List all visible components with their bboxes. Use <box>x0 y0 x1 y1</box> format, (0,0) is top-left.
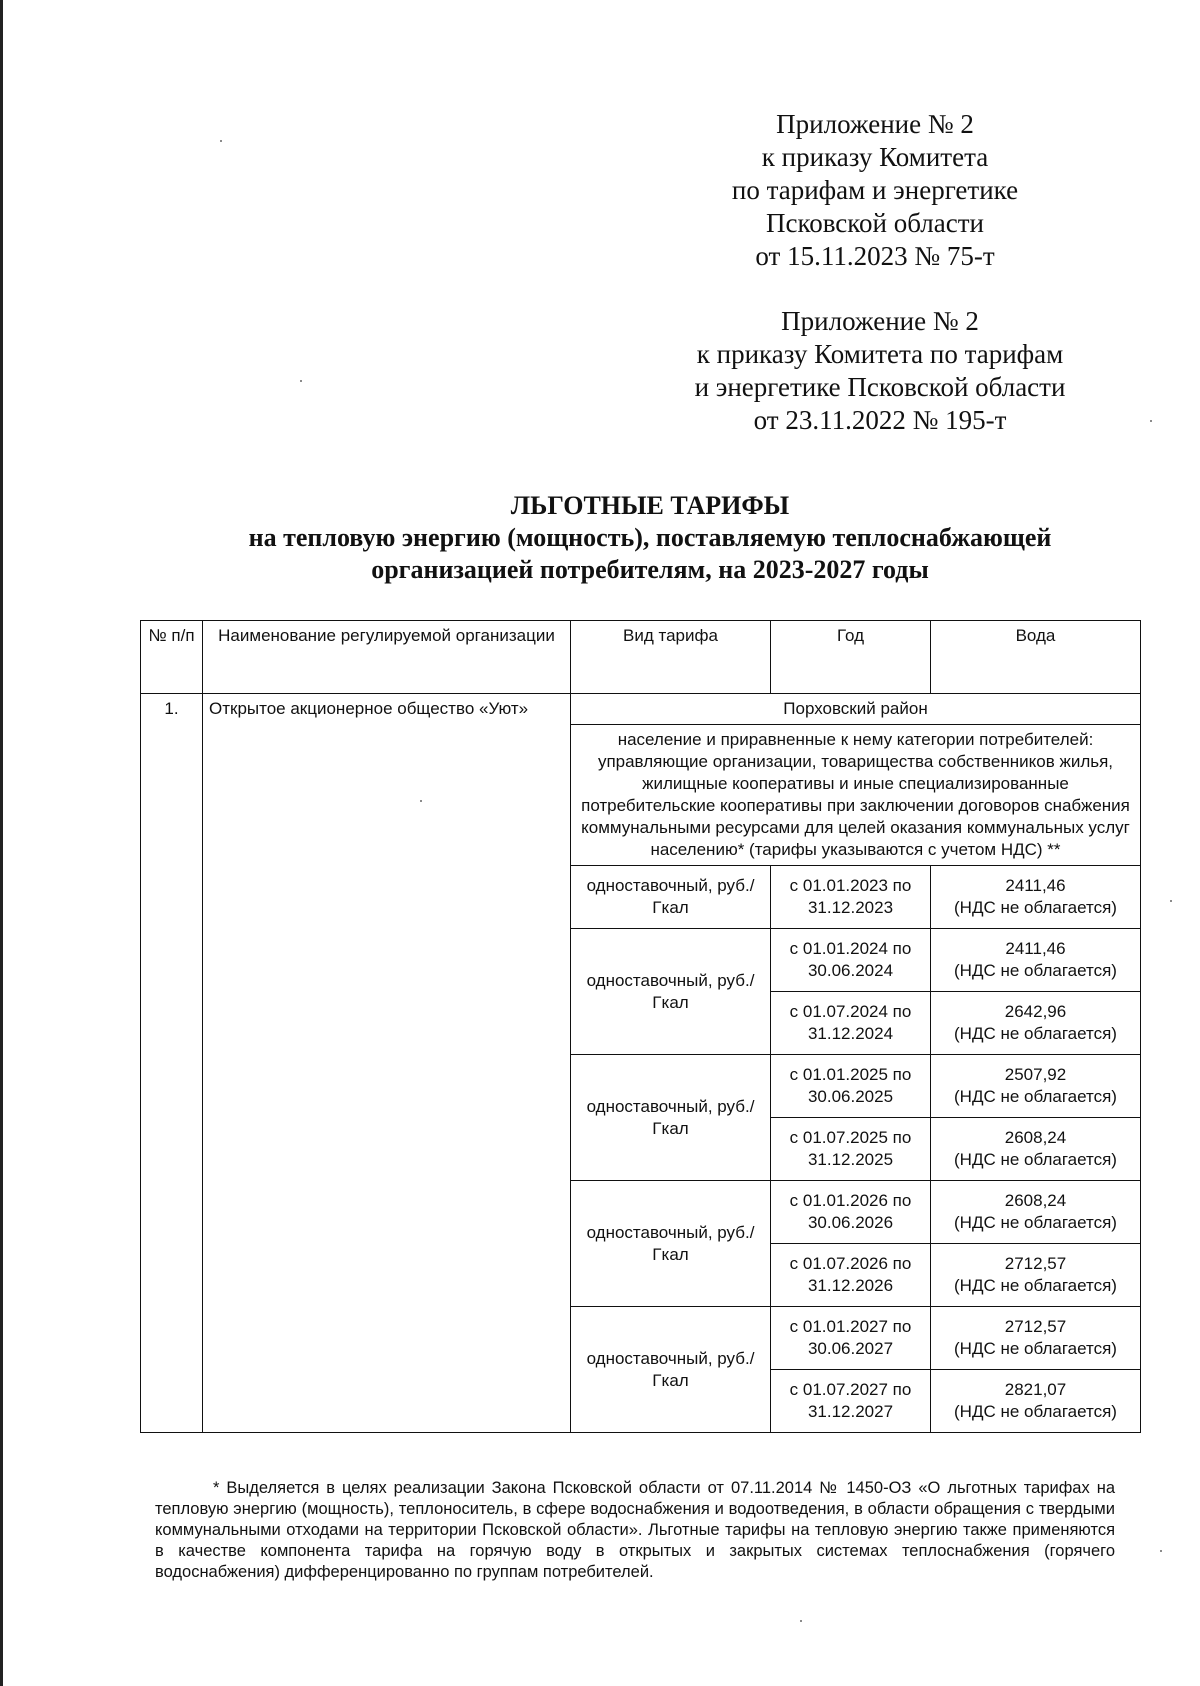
value-cell <box>931 992 1141 1055</box>
scan-speck <box>1150 420 1152 422</box>
tariff-type-cell: одноставочный, руб./Гкал <box>571 929 771 1055</box>
organization-name: Открытое акционерное общество «Уют» <box>203 694 571 1433</box>
tariff-value: 2712,57 <box>1004 1317 1067 1336</box>
appendix-line: к приказу Комитета <box>761 142 989 172</box>
value-cell <box>931 866 1141 929</box>
value-cell <box>931 1244 1141 1307</box>
table-header-row <box>141 621 1141 694</box>
value-cell <box>931 929 1141 992</box>
value-cell <box>931 1118 1141 1181</box>
scan-speck <box>800 1620 802 1622</box>
appendix-line: по тарифам и энергетике <box>731 175 1019 205</box>
period-cell: с 01.07.2026 по 31.12.2026 <box>771 1244 931 1307</box>
tariff-type-cell: одноставочный, руб./Гкал <box>571 1055 771 1181</box>
row-number: 1. <box>141 694 203 1433</box>
tariff-type-cell: одноставочный, руб./Гкал <box>571 1307 771 1433</box>
vat-note: (НДС не облагается) <box>954 1150 1117 1169</box>
vat-note: (НДС не облагается) <box>954 1087 1117 1106</box>
vat-note: (НДС не облагается) <box>954 1339 1117 1358</box>
vat-note: (НДС не облагается) <box>954 1024 1117 1043</box>
vat-note: (НДС не облагается) <box>954 1213 1117 1232</box>
tariff-type-cell: одноставочный, руб./Гкал <box>571 1181 771 1307</box>
tariff-value: 2821,07 <box>1004 1380 1067 1399</box>
appendix-line: Приложение № 2 <box>776 109 974 139</box>
vat-note: (НДС не облагается) <box>954 1276 1117 1295</box>
title-line: на тепловую энергию (мощность), поставляемую теплоснабжающей <box>248 523 1052 552</box>
tariff-value: 2712,57 <box>1004 1254 1067 1273</box>
period-cell: с 01.07.2027 по 31.12.2027 <box>771 1370 931 1433</box>
appendix-line: и энергетике Псковской области <box>694 372 1066 402</box>
document-title <box>190 490 1110 586</box>
header-number: № п/п <box>141 621 203 694</box>
appendix-line: к приказу Комитета по тарифам <box>696 339 1064 369</box>
tariff-value: 2411,46 <box>1005 939 1066 958</box>
footnote: * Выделяется в целях реализации Закона Псковской области от 07.11.2014 № 1450-ОЗ «О льготных тарифах на тепловую энергию (мощность), теплоноситель, в сфере водоснабжения и водоотведения, в области обращения с твердыми коммунальными отходами на территории Псковской области». Льготные тарифы на тепловую энергию также применяются в качестве компонента тарифа на горячую воду в открытых и закрытых системах теплоснабжения (горячего водоснабжения) дифференцированно по группам потребителей. <box>155 1479 1115 1581</box>
table-row <box>141 694 1141 725</box>
appendix-header-current <box>715 108 1035 273</box>
header-tariff-type: Вид тарифа <box>571 621 771 694</box>
scan-speck <box>300 380 302 382</box>
period-cell: с 01.01.2023 по 31.12.2023 <box>771 866 931 929</box>
period-cell: с 01.01.2024 по 30.06.2024 <box>771 929 931 992</box>
value-cell <box>931 1307 1141 1370</box>
appendix-line: Приложение № 2 <box>781 306 979 336</box>
tariff-value: 2507,92 <box>1004 1065 1067 1084</box>
scan-speck <box>1170 900 1172 902</box>
consumer-category-cell: население и приравненные к нему категории потребителей: управляющие организации, товарищества собственников жилья, жилищные кооперативы и иные специализированные потребительские кооперативы при заключении договоров снабжения коммунальными ресурсами для целей оказания коммунальных услуг населению* (тарифы указываются с учетом НДС) ** <box>571 725 1141 866</box>
appendix-line: от 15.11.2023 № 75-т <box>755 241 995 271</box>
header-water: Вода <box>931 621 1141 694</box>
tariff-type-cell: одноставочный, руб./Гкал <box>571 866 771 929</box>
appendix-header-original <box>670 305 1090 437</box>
tariff-table <box>140 620 1141 1433</box>
tariff-value: 2608,24 <box>1004 1191 1067 1210</box>
vat-note: (НДС не облагается) <box>954 898 1117 917</box>
appendix-line: от 23.11.2022 № 195-т <box>753 405 1007 435</box>
period-cell: с 01.01.2026 по 30.06.2026 <box>771 1181 931 1244</box>
scan-edge <box>0 0 3 1686</box>
appendix-line: Псковской области <box>765 208 984 238</box>
district-cell: Порховский район <box>571 694 1141 725</box>
value-cell <box>931 1181 1141 1244</box>
tariff-value: 2642,96 <box>1004 1002 1067 1021</box>
tariff-value: 2411,46 <box>1005 876 1066 895</box>
period-cell: с 01.01.2025 по 30.06.2025 <box>771 1055 931 1118</box>
header-organization: Наименование регулируемой организации <box>203 621 571 694</box>
vat-note: (НДС не облагается) <box>954 1402 1117 1421</box>
title-line: ЛЬГОТНЫЕ ТАРИФЫ <box>510 491 790 520</box>
period-cell: с 01.01.2027 по 30.06.2027 <box>771 1307 931 1370</box>
tariff-value: 2608,24 <box>1004 1128 1067 1147</box>
title-line: организацией потребителям, на 2023-2027 годы <box>371 555 929 584</box>
value-cell <box>931 1370 1141 1433</box>
period-cell: с 01.07.2025 по 31.12.2025 <box>771 1118 931 1181</box>
header-year: Год <box>771 621 931 694</box>
period-cell: с 01.07.2024 по 31.12.2024 <box>771 992 931 1055</box>
scan-speck <box>220 140 222 142</box>
scan-speck <box>1160 1550 1162 1552</box>
vat-note: (НДС не облагается) <box>954 961 1117 980</box>
value-cell <box>931 1055 1141 1118</box>
